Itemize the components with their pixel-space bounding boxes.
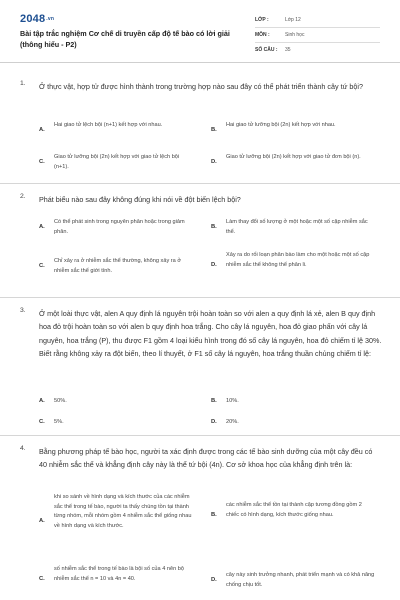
- meta-value: 35: [285, 47, 291, 53]
- option-letter: B.: [211, 398, 217, 404]
- option-text: 50%.: [54, 398, 67, 404]
- option-text: Xảy ra do rối loạn phân bào làm cho một hoặc một số cặp nhiễm sắc thể không thể phân li.: [226, 252, 370, 268]
- page-title: Bài tập trắc nghiệm Cơ chế di truyền cấp độ tế bào có lời giải (thông hiểu - P2): [20, 29, 230, 49]
- option-letter: D.: [211, 262, 217, 268]
- option-letter: C.: [39, 159, 45, 165]
- meta-label: LỚP :: [255, 17, 269, 23]
- option-letter: C.: [39, 263, 45, 269]
- question-number: 1.: [20, 80, 26, 87]
- meta-label: SỐ CÂU :: [255, 47, 278, 53]
- divider: [0, 183, 400, 184]
- divider: [0, 297, 400, 298]
- option-text: Làm thay đổi số lượng ở một hoặc một số cặp nhiễm sắc thể.: [226, 219, 368, 235]
- option-text: khi so sánh về hình dạng và kích thước của các nhiễm sắc thể trong tế bào, người ta thấy chúng tồn tại thành từng nhóm, mỗi nhóm gồm 4 nhiễm sắc thể giống nhau về hình dạng và kích thước.: [54, 494, 192, 529]
- question-3: [20, 307, 382, 432]
- divider: [255, 42, 380, 43]
- question-2: [20, 193, 382, 293]
- option-letter: C.: [39, 576, 45, 582]
- option-text: Có thể phát sinh trong nguyên phân hoặc trong giảm phân.: [54, 219, 185, 235]
- option-letter: B.: [211, 512, 217, 518]
- option-text: Hai giao tử lệch bội (n+1) kết hợp với nhau.: [54, 122, 163, 128]
- question-number: 3.: [20, 307, 26, 314]
- question-number: 4.: [20, 445, 26, 452]
- option-letter: D.: [211, 159, 217, 165]
- option-letter: A.: [39, 518, 45, 524]
- meta-subject: [255, 31, 380, 41]
- option-letter: B.: [211, 127, 217, 133]
- option-letter: D.: [211, 577, 217, 583]
- option-text: Giao tử lưỡng bội (2n) kết hợp với giao tử lệch bội (n+1).: [54, 154, 180, 170]
- question-4: [20, 445, 382, 600]
- option-text: Giao tử lưỡng bội (2n) kết hợp với giao tử đơn bội (n).: [226, 154, 361, 160]
- question-number: 2.: [20, 193, 26, 200]
- option-letter: A.: [39, 398, 45, 404]
- option-text: cây này sinh trưởng nhanh, phát triển mạnh và có khả năng chống chịu tốt.: [226, 572, 375, 588]
- option-text: các nhiễm sắc thể tồn tại thành cặp tương đồng gồm 2 chiếc có hình dạng, kích thước giống nhau.: [226, 502, 362, 518]
- page-header: [0, 0, 400, 63]
- question-text: Bằng phương pháp tế bào học, người ta xác định được trong các tế bào sinh dưỡng của một cây đều có 40 nhiễm sắc thể và khẳng định cây này là thể tứ bội (4n). Cơ sở khoa học của khẳng định trên là:: [39, 447, 373, 470]
- option-text: Hai giao tử lưỡng bội (2n) kết hợp với nhau.: [226, 122, 336, 128]
- option-text: 10%.: [226, 398, 239, 404]
- option-letter: A.: [39, 127, 45, 133]
- option-letter: B.: [211, 224, 217, 230]
- option-letter: D.: [211, 419, 217, 425]
- option-letter: C.: [39, 419, 45, 425]
- divider: [255, 27, 380, 28]
- question-1: [20, 80, 382, 180]
- meta-class: [255, 16, 380, 26]
- option-text: Chỉ xảy ra ở nhiễm sắc thể thường, không xảy ra ở nhiễm sắc thể giới tính.: [54, 258, 181, 274]
- option-text: số nhiễm sắc thể trong tế bào là bội số của 4 nên bộ nhiễm sắc thể n = 10 và 4n = 40.: [54, 566, 184, 582]
- site-logo[interactable]: 2048.vn: [20, 13, 55, 25]
- divider: [0, 435, 400, 436]
- meta-question-count: [255, 46, 380, 56]
- option-text: 20%.: [226, 419, 239, 425]
- option-text: 5%.: [54, 419, 64, 425]
- meta-label: MÔN :: [255, 32, 270, 38]
- question-text: Phát biểu nào sau đây không đúng khi nói về đột biến lệch bội?: [39, 195, 241, 204]
- meta-value: Lớp 12: [285, 17, 301, 23]
- question-text: Ở thực vật, hợp tử được hình thành trong trường hợp nào sau đây có thể phát triển thành cây tứ bội?: [39, 82, 363, 91]
- option-letter: A.: [39, 224, 45, 230]
- meta-value: Sinh học: [285, 32, 305, 38]
- question-text: Ở một loài thực vật, alen A quy định lá nguyên trội hoàn toàn so với alen a quy định lá xẻ, alen B quy định hoa đỏ trội hoàn toàn so với alen b quy định hoa trắng. Cho cây lá nguyên, hoa đỏ giao phấn với cây lá nguyên, hoa trắng (P), thu được F1 gồm 4 loại kiểu hình trong đó số cây lá nguyên, hoa đỏ chiếm tỉ lệ 30%. Biết rằng không xảy ra đột biến, theo lí thuyết, ở F1 số cây lá nguyên, hoa trắng thuần chủng chiếm tỉ lệ:: [39, 309, 382, 358]
